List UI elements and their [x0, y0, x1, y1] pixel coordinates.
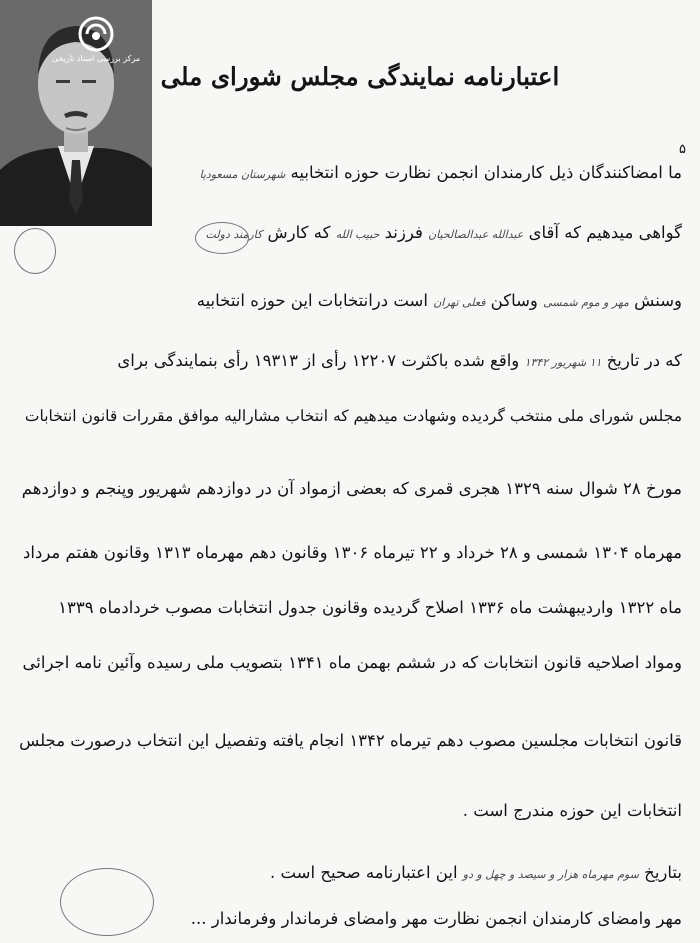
handwritten-occupation: کارمند دولت — [205, 228, 263, 241]
document-title: اعتبارنامه نمایندگی مجلس شورای ملی — [160, 62, 560, 91]
typed-text: فرزند — [379, 223, 429, 242]
text-line-2 — [206, 222, 683, 246]
archive-watermark — [42, 14, 150, 74]
text-line-4 — [117, 350, 682, 374]
handwritten-name: عبدالله عبدالصالحیان — [428, 228, 524, 241]
handwritten-date: ۱۱ شهریور ۱۳۴۲ — [524, 356, 602, 369]
typed-text: وساکن — [485, 291, 544, 310]
official-stamp — [60, 868, 154, 936]
typed-text: ما امضاکنندگان ذیل کارمندان انجمن نظارت حوزه انتخابیه — [285, 163, 682, 182]
typed-text: وسنش — [628, 291, 682, 310]
typed-text: مهرماه ۱۳۰۴ شمسی و ۲۸ خرداد و ۲۲ تیرماه ۱۳۰۶ وقانون دهم مهرماه ۱۳۱۳ وقانون هفتم مرداد — [23, 543, 682, 562]
handwritten-age: مهر و موم شمسی — [543, 296, 629, 309]
handwritten-signing-date: سوم مهرماه هزار و سیصد و چهل و دو — [462, 868, 639, 881]
text-line-13 — [191, 908, 682, 930]
text-line-3 — [197, 290, 682, 314]
text-line-12 — [270, 862, 682, 886]
text-line-8 — [58, 597, 682, 619]
typed-text: مهر وامضای کارمندان انجمن نظارت — [427, 909, 682, 928]
typed-text: قانون انتخابات مجلسین مصوب دهم تیرماه ۱۳۴۲ انجام یافته وتفصیل این انتخاب درصورت مجلس — [19, 731, 682, 750]
handwritten-residence: فعلی تهران — [433, 296, 486, 309]
page-number: ۵ — [679, 142, 686, 157]
typed-text: مورخ ۲۸ شوال سنه ۱۳۲۹ هجری قمری که بعضی ازمواد آن در دوازدهم شهریور وپنجم و دوازدهم — [21, 479, 682, 498]
archive-logo-icon — [76, 14, 116, 54]
portrait-photo — [0, 0, 152, 226]
typed-text: مهر وامضای فرماندار وفرماندار ... — [190, 909, 428, 928]
typed-text: ومواد اصلاحیه قانون انتخابات که در ششم بهمن ماه ۱۳۴۱ بتصویب ملی رسیده وآئین نامه اجرائی — [22, 653, 682, 672]
typed-text: گواهی میدهیم که آقای — [523, 223, 682, 242]
text-line-9 — [23, 652, 682, 674]
typed-text: این اعتبارنامه صحیح است . — [269, 863, 463, 882]
typed-text: که در تاریخ — [601, 351, 682, 370]
official-stamp — [195, 222, 249, 254]
typed-text: است درانتخابات این حوزه انتخابیه — [196, 291, 434, 310]
typed-text: مجلس شورای ملی منتخب گردیده وشهادت میدهیم که انتخاب مشارالیه موافق مقررات قانون انتخابات — [24, 407, 682, 425]
text-line-5 — [25, 405, 682, 427]
text-line-7 — [23, 542, 682, 564]
typed-text: ماه ۱۳۲۲ وارديبهشت ماه ۱۳۳۶ اصلاح گردیده وقانون جدول انتخابات مصوب خردادماه ۱۳۳۹ — [58, 598, 682, 617]
typed-text: که کارش — [262, 223, 336, 242]
watermark-text: مرکز بررسی اسناد تاریخی — [51, 54, 141, 63]
typed-text: انتخابات این حوزه مندرج است . — [462, 801, 682, 820]
handwritten-constituency: شهرستان مسعودیا — [199, 168, 286, 181]
typed-text: بتاریخ — [638, 863, 682, 882]
handwritten-father-name: حبیب الله — [335, 228, 380, 241]
official-stamp — [14, 228, 56, 274]
text-line-11 — [463, 800, 682, 822]
text-line-1 — [199, 162, 682, 186]
text-line-10 — [19, 730, 682, 752]
text-line-6 — [22, 478, 682, 500]
typed-text: واقع شده باکثرت ۱۲۲۰۷ رأی از ۱۹۳۱۳ رأی بنمایندگی برای — [117, 351, 525, 370]
